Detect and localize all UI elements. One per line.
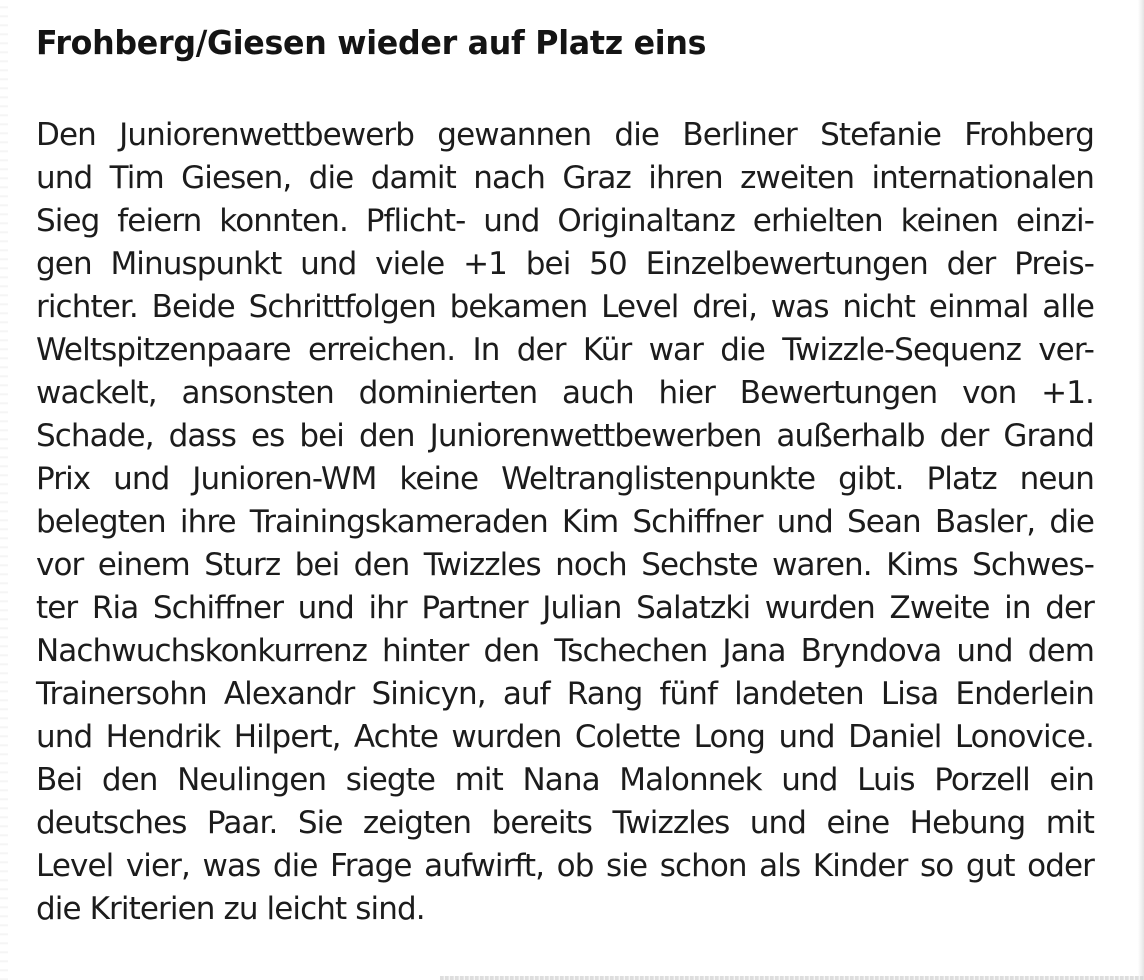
body-line: Level vier, was die Frage aufwirft, ob sie schon als Kinder so gut oder [36,848,1094,884]
body-line: richter. Beide Schrittfolgen bekamen Level drei, was nicht einmal alle [36,289,1094,325]
scan-edge-left [0,0,8,980]
scan-edge-bottom [440,976,1144,980]
article-headline: Frohberg/Giesen wieder auf Platz eins [36,23,707,62]
article [36,16,1108,931]
body-line: Den Juniorenwettbewerb gewannen die Berliner Stefanie Frohberg [36,117,1094,153]
body-line: gen Minuspunkt und viele +1 bei 50 Einzelbewertungen der Preis- [36,246,1094,282]
scan-edge-right [1138,0,1144,980]
article-body [36,114,1108,931]
body-line: ter Ria Schiffner und ihr Partner Julian Salatzki wurden Zweite in der [36,590,1094,626]
body-line: deutsches Paar. Sie zeigten bereits Twizzles und eine Hebung mit [36,805,1094,841]
body-line: Trainersohn Alexandr Sinicyn, auf Rang fünf landeten Lisa Enderlein [36,676,1094,712]
body-line: die Kriterien zu leicht sind. [36,891,425,927]
body-line: Nachwuchskonkurrenz hinter den Tschechen Jana Bryndova und dem [36,633,1094,669]
body-line: und Tim Giesen, die damit nach Graz ihren zweiten internationalen [36,160,1094,196]
body-line: Schade, dass es bei den Juniorenwettbewerben außerhalb der Grand [36,418,1094,454]
body-line: Weltspitzenpaare erreichen. In der Kür war die Twizzle-Sequenz ver- [36,332,1094,368]
body-line: Sieg feiern konnten. Pflicht- und Originaltanz erhielten keinen einzi- [36,203,1094,239]
body-line: belegten ihre Trainingskameraden Kim Schiffner und Sean Basler, die [36,504,1094,540]
body-line: und Hendrik Hilpert, Achte wurden Colette Long und Daniel Lonovice. [36,719,1094,755]
body-line: Bei den Neulingen siegte mit Nana Malonnek und Luis Porzell ein [36,762,1094,798]
body-line: wackelt, ansonsten dominierten auch hier Bewertungen von +1. [36,375,1094,411]
body-line: Prix und Junioren-WM keine Weltranglistenpunkte gibt. Platz neun [36,461,1094,497]
body-line: vor einem Sturz bei den Twizzles noch Sechste waren. Kims Schwes- [36,547,1094,583]
